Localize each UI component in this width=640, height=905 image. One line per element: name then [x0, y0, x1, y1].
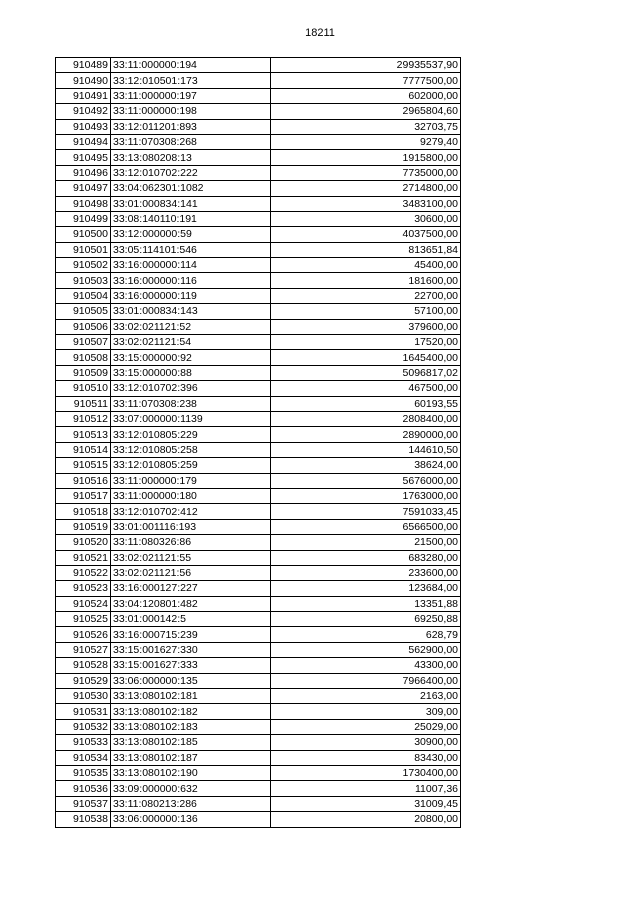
table-row [56, 642, 461, 657]
cadastral-value-cell: 7591033,45 [271, 504, 461, 519]
table-row [56, 242, 461, 257]
table-row [56, 565, 461, 580]
cadastral-number-cell: 33:11:000000:179 [111, 473, 271, 488]
row-id-cell: 910508 [56, 350, 111, 365]
cadastral-number-cell: 33:15:000000:92 [111, 350, 271, 365]
row-id-cell: 910494 [56, 134, 111, 149]
row-id-cell: 910497 [56, 181, 111, 196]
cadastral-value-cell: 43300,00 [271, 658, 461, 673]
cadastral-number-cell: 33:01:000834:141 [111, 196, 271, 211]
page-number: 18211 [305, 27, 335, 39]
table-row [56, 750, 461, 765]
table-row [56, 350, 461, 365]
row-id-cell: 910498 [56, 196, 111, 211]
table-row [56, 104, 461, 119]
row-id-cell: 910523 [56, 581, 111, 596]
cadastral-number-cell: 33:12:010805:229 [111, 427, 271, 442]
cadastral-number-cell: 33:11:070308:268 [111, 134, 271, 149]
cadastral-value-cell: 31009,45 [271, 796, 461, 811]
cadastral-number-cell: 33:15:001627:330 [111, 642, 271, 657]
cadastral-value-cell: 6566500,00 [271, 519, 461, 534]
cadastral-number-cell: 33:12:011201:893 [111, 119, 271, 134]
row-id-cell: 910511 [56, 396, 111, 411]
cadastral-value-cell: 813651,84 [271, 242, 461, 257]
cadastral-value-cell: 21500,00 [271, 535, 461, 550]
cadastral-number-cell: 33:12:010805:259 [111, 458, 271, 473]
cadastral-value-cell: 562900,00 [271, 642, 461, 657]
row-id-cell: 910516 [56, 473, 111, 488]
table-row [56, 365, 461, 380]
cadastral-number-cell: 33:09:000000:632 [111, 781, 271, 796]
row-id-cell: 910530 [56, 689, 111, 704]
cadastral-value-cell: 22700,00 [271, 288, 461, 303]
cadastral-number-cell: 33:07:000000:1139 [111, 411, 271, 426]
table-row [56, 411, 461, 426]
cadastral-value-cell: 144610,50 [271, 442, 461, 457]
row-id-cell: 910503 [56, 273, 111, 288]
table-row [56, 581, 461, 596]
cadastral-value-cell: 29935537,90 [271, 58, 461, 73]
cadastral-number-cell: 33:16:000127:227 [111, 581, 271, 596]
cadastral-number-cell: 33:11:080326:86 [111, 535, 271, 550]
table-row [56, 119, 461, 134]
table-row [56, 596, 461, 611]
row-id-cell: 910502 [56, 258, 111, 273]
row-id-cell: 910509 [56, 365, 111, 380]
cadastral-number-cell: 33:13:080102:185 [111, 735, 271, 750]
cadastral-value-cell: 7735000,00 [271, 165, 461, 180]
table-row [56, 504, 461, 519]
cadastral-number-cell: 33:08:140110:191 [111, 211, 271, 226]
table-row [56, 335, 461, 350]
cadastral-value-cell: 60193,55 [271, 396, 461, 411]
cadastral-value-cell: 2714800,00 [271, 181, 461, 196]
row-id-cell: 910533 [56, 735, 111, 750]
table-row [56, 673, 461, 688]
cadastral-number-cell: 33:15:001627:333 [111, 658, 271, 673]
table-row [56, 273, 461, 288]
row-id-cell: 910489 [56, 58, 111, 73]
row-id-cell: 910491 [56, 88, 111, 103]
row-id-cell: 910522 [56, 565, 111, 580]
cadastral-value-cell: 602000,00 [271, 88, 461, 103]
cadastral-value-cell: 30600,00 [271, 211, 461, 226]
row-id-cell: 910501 [56, 242, 111, 257]
cadastral-value-cell: 1645400,00 [271, 350, 461, 365]
table-row [56, 304, 461, 319]
row-id-cell: 910493 [56, 119, 111, 134]
cadastral-number-cell: 33:12:000000:59 [111, 227, 271, 242]
table-row [56, 812, 461, 827]
table-row [56, 381, 461, 396]
table-row [56, 765, 461, 780]
cadastral-number-cell: 33:11:000000:197 [111, 88, 271, 103]
table-row [56, 704, 461, 719]
row-id-cell: 910513 [56, 427, 111, 442]
cadastral-value-cell: 11007,36 [271, 781, 461, 796]
cadastral-number-cell: 33:13:080102:187 [111, 750, 271, 765]
cadastral-value-cell: 30900,00 [271, 735, 461, 750]
cadastral-value-cell: 17520,00 [271, 335, 461, 350]
row-id-cell: 910500 [56, 227, 111, 242]
table-row [56, 165, 461, 180]
cadastral-number-cell: 33:04:062301:1082 [111, 181, 271, 196]
row-id-cell: 910505 [56, 304, 111, 319]
table-row [56, 196, 461, 211]
table-row [56, 427, 461, 442]
cadastral-number-cell: 33:13:080102:181 [111, 689, 271, 704]
cadastral-number-cell: 33:12:010702:222 [111, 165, 271, 180]
row-id-cell: 910507 [56, 335, 111, 350]
table-row [56, 227, 461, 242]
table-row [56, 781, 461, 796]
cadastral-number-cell: 33:16:000715:239 [111, 627, 271, 642]
cadastral-value-cell: 5096817,02 [271, 365, 461, 380]
row-id-cell: 910499 [56, 211, 111, 226]
cadastral-number-cell: 33:13:080208:13 [111, 150, 271, 165]
table-row [56, 58, 461, 73]
table-row [56, 319, 461, 334]
cadastral-number-cell: 33:11:000000:194 [111, 58, 271, 73]
row-id-cell: 910536 [56, 781, 111, 796]
cadastral-value-cell: 25029,00 [271, 719, 461, 734]
cadastral-value-cell: 83430,00 [271, 750, 461, 765]
row-id-cell: 910492 [56, 104, 111, 119]
cadastral-number-cell: 33:02:021121:55 [111, 550, 271, 565]
cadastral-value-cell: 5676000,00 [271, 473, 461, 488]
table-row [56, 519, 461, 534]
cadastral-number-cell: 33:01:001116:193 [111, 519, 271, 534]
table-row [56, 458, 461, 473]
row-id-cell: 910515 [56, 458, 111, 473]
cadastral-number-cell: 33:11:070308:238 [111, 396, 271, 411]
cadastral-value-cell: 683280,00 [271, 550, 461, 565]
cadastral-value-cell: 20800,00 [271, 812, 461, 827]
cadastral-value-cell: 233600,00 [271, 565, 461, 580]
table-row [56, 612, 461, 627]
cadastral-number-cell: 33:11:000000:198 [111, 104, 271, 119]
cadastral-number-cell: 33:02:021121:52 [111, 319, 271, 334]
row-id-cell: 910520 [56, 535, 111, 550]
cadastral-value-cell: 2890000,00 [271, 427, 461, 442]
cadastral-number-cell: 33:05:114101:546 [111, 242, 271, 257]
table-row [56, 258, 461, 273]
cadastral-number-cell: 33:11:000000:180 [111, 488, 271, 503]
table-row [56, 719, 461, 734]
table-row [56, 658, 461, 673]
table-row [56, 211, 461, 226]
table-row [56, 488, 461, 503]
row-id-cell: 910490 [56, 73, 111, 88]
cadastral-value-cell: 7966400,00 [271, 673, 461, 688]
cadastral-value-cell: 309,00 [271, 704, 461, 719]
cadastral-number-cell: 33:02:021121:54 [111, 335, 271, 350]
cadastral-number-cell: 33:12:010501:173 [111, 73, 271, 88]
row-id-cell: 910525 [56, 612, 111, 627]
table-row [56, 88, 461, 103]
table-row [56, 73, 461, 88]
cadastral-value-cell: 45400,00 [271, 258, 461, 273]
cadastral-number-cell: 33:12:010805:258 [111, 442, 271, 457]
table-row [56, 735, 461, 750]
row-id-cell: 910526 [56, 627, 111, 642]
table-row [56, 442, 461, 457]
cadastral-number-cell: 33:13:080102:183 [111, 719, 271, 734]
cadastral-number-cell: 33:16:000000:114 [111, 258, 271, 273]
cadastral-value-cell: 4037500,00 [271, 227, 461, 242]
cadastral-number-cell: 33:13:080102:182 [111, 704, 271, 719]
row-id-cell: 910496 [56, 165, 111, 180]
row-id-cell: 910519 [56, 519, 111, 534]
row-id-cell: 910495 [56, 150, 111, 165]
row-id-cell: 910529 [56, 673, 111, 688]
cadastral-number-cell: 33:06:000000:136 [111, 812, 271, 827]
table-row [56, 288, 461, 303]
row-id-cell: 910532 [56, 719, 111, 734]
cadastral-value-cell: 38624,00 [271, 458, 461, 473]
cadastral-value-cell: 2163,00 [271, 689, 461, 704]
row-id-cell: 910521 [56, 550, 111, 565]
cadastral-value-cell: 123684,00 [271, 581, 461, 596]
cadastral-value-cell: 181600,00 [271, 273, 461, 288]
row-id-cell: 910512 [56, 411, 111, 426]
cadastral-number-cell: 33:04:120801:482 [111, 596, 271, 611]
cadastral-number-cell: 33:12:010702:412 [111, 504, 271, 519]
row-id-cell: 910534 [56, 750, 111, 765]
cadastral-value-table [55, 57, 461, 828]
row-id-cell: 910518 [56, 504, 111, 519]
cadastral-value-cell: 1915800,00 [271, 150, 461, 165]
cadastral-value-cell: 9279,40 [271, 134, 461, 149]
cadastral-number-cell: 33:15:000000:88 [111, 365, 271, 380]
cadastral-value-cell: 2808400,00 [271, 411, 461, 426]
row-id-cell: 910510 [56, 381, 111, 396]
cadastral-number-cell: 33:02:021121:56 [111, 565, 271, 580]
cadastral-value-cell: 13351,88 [271, 596, 461, 611]
row-id-cell: 910524 [56, 596, 111, 611]
table-row [56, 396, 461, 411]
cadastral-number-cell: 33:16:000000:119 [111, 288, 271, 303]
row-id-cell: 910537 [56, 796, 111, 811]
row-id-cell: 910506 [56, 319, 111, 334]
row-id-cell: 910527 [56, 642, 111, 657]
row-id-cell: 910528 [56, 658, 111, 673]
table-row [56, 181, 461, 196]
row-id-cell: 910531 [56, 704, 111, 719]
row-id-cell: 910538 [56, 812, 111, 827]
cadastral-number-cell: 33:01:000142:5 [111, 612, 271, 627]
cadastral-value-cell: 2965804,60 [271, 104, 461, 119]
cadastral-value-cell: 7777500,00 [271, 73, 461, 88]
cadastral-value-cell: 3483100,00 [271, 196, 461, 211]
cadastral-value-cell: 69250,88 [271, 612, 461, 627]
cadastral-value-cell: 379600,00 [271, 319, 461, 334]
cadastral-number-cell: 33:01:000834:143 [111, 304, 271, 319]
row-id-cell: 910514 [56, 442, 111, 457]
cadastral-number-cell: 33:13:080102:190 [111, 765, 271, 780]
cadastral-value-cell: 628,79 [271, 627, 461, 642]
table-row [56, 535, 461, 550]
table-row [56, 150, 461, 165]
row-id-cell: 910535 [56, 765, 111, 780]
cadastral-value-cell: 57100,00 [271, 304, 461, 319]
cadastral-number-cell: 33:16:000000:116 [111, 273, 271, 288]
table-row [56, 550, 461, 565]
cadastral-number-cell: 33:12:010702:396 [111, 381, 271, 396]
table-row [56, 473, 461, 488]
row-id-cell: 910504 [56, 288, 111, 303]
table-row [56, 796, 461, 811]
cadastral-value-cell: 1763000,00 [271, 488, 461, 503]
cadastral-number-cell: 33:11:080213:286 [111, 796, 271, 811]
row-id-cell: 910517 [56, 488, 111, 503]
table-row [56, 627, 461, 642]
table-row [56, 689, 461, 704]
cadastral-value-cell: 32703,75 [271, 119, 461, 134]
cadastral-value-cell: 1730400,00 [271, 765, 461, 780]
cadastral-number-cell: 33:06:000000:135 [111, 673, 271, 688]
table-body [56, 58, 461, 828]
cadastral-value-cell: 467500,00 [271, 381, 461, 396]
table-row [56, 134, 461, 149]
